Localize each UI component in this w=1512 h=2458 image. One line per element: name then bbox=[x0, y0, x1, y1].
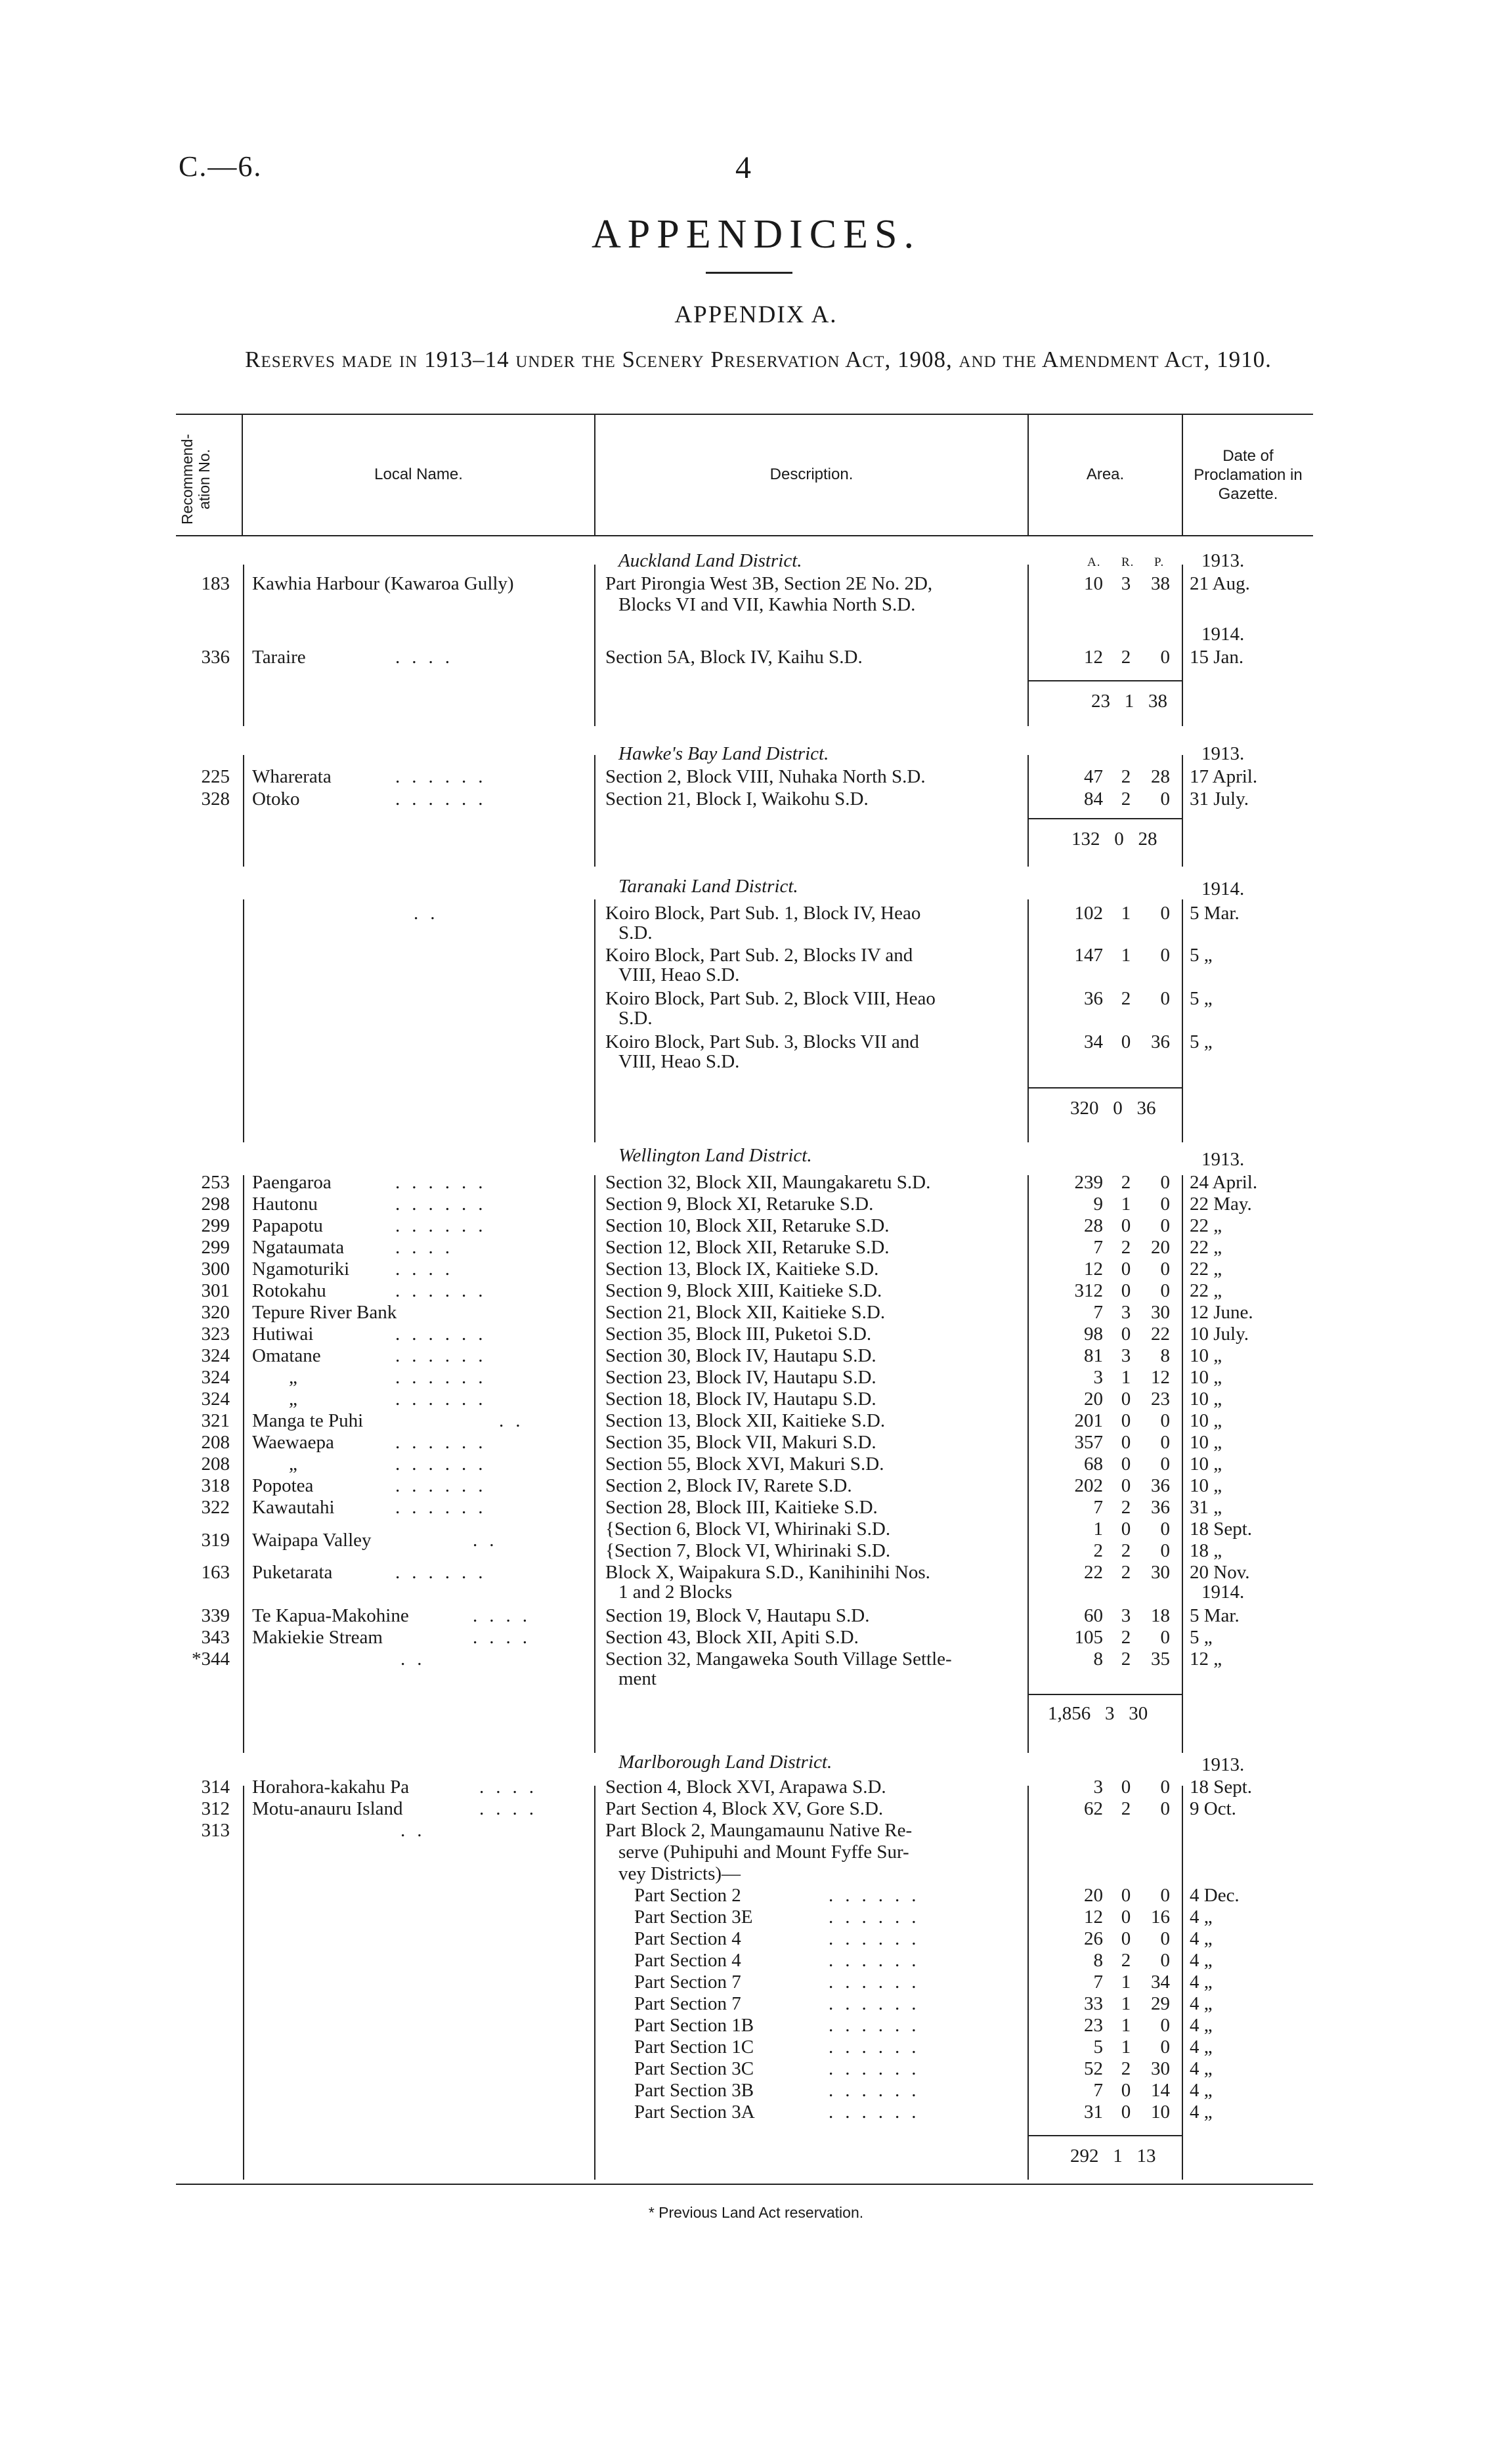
district-total: 1,856 3 30 bbox=[1048, 1703, 1148, 1724]
area-unit-perches: P. bbox=[1154, 555, 1165, 569]
body-divider bbox=[594, 1175, 595, 1753]
body-divider bbox=[594, 755, 595, 867]
subtotal-rule bbox=[1029, 2135, 1182, 2136]
body-divider bbox=[243, 565, 244, 726]
year-label: 1913. bbox=[1201, 550, 1245, 571]
appendix-heading: APPENDIX A. bbox=[674, 301, 838, 328]
district-total: 320 0 36 bbox=[1070, 1098, 1156, 1119]
header-date: Date of Proclamation in Gazette. bbox=[1194, 447, 1303, 503]
district-heading: Taranaki Land District. bbox=[618, 876, 798, 897]
body-divider bbox=[1182, 1175, 1183, 1753]
subtotal-rule bbox=[1029, 680, 1182, 681]
district-heading: Hawke's Bay Land District. bbox=[618, 743, 829, 764]
header-area: Area. bbox=[1086, 465, 1125, 483]
header-bottom-rule bbox=[176, 535, 1313, 536]
header-description: Description. bbox=[769, 465, 853, 483]
body-divider bbox=[243, 1175, 244, 1753]
body-divider bbox=[1182, 899, 1183, 1142]
page-number: 4 bbox=[735, 150, 751, 185]
table-caption: Reserves made in 1913–14 under the Scenery Preservation Act, 1908, and the Amendment Act, 1910. bbox=[245, 347, 1272, 372]
body-divider bbox=[1182, 755, 1183, 867]
body-divider bbox=[1182, 565, 1183, 726]
page-title: APPENDICES. bbox=[591, 212, 920, 257]
body-divider bbox=[594, 899, 595, 1142]
body-divider bbox=[243, 899, 244, 1142]
header-rec-no: Recommend-ation No. bbox=[179, 433, 213, 525]
title-divider bbox=[706, 272, 792, 274]
year-label: 1914. bbox=[1201, 624, 1245, 645]
area-unit-roods: R. bbox=[1121, 555, 1134, 569]
area-unit-acres: A. bbox=[1087, 555, 1101, 569]
body-divider bbox=[1027, 899, 1029, 1142]
body-divider bbox=[1027, 1175, 1029, 1753]
year-label: 1913. bbox=[1201, 743, 1245, 764]
subtotal-rule bbox=[1029, 818, 1182, 819]
body-divider bbox=[1027, 1786, 1029, 2180]
district-total: 292 1 13 bbox=[1070, 2145, 1156, 2167]
body-divider bbox=[1182, 1786, 1183, 2180]
body-divider bbox=[1027, 565, 1029, 726]
district-total: 23 1 38 bbox=[1091, 691, 1167, 712]
table-top-rule bbox=[176, 414, 1313, 415]
page-reference: C.—6. bbox=[179, 150, 263, 183]
body-divider bbox=[243, 755, 244, 867]
subtotal-rule bbox=[1029, 1087, 1182, 1089]
table-bottom-rule bbox=[176, 2184, 1313, 2185]
district-total: 132 0 28 bbox=[1071, 829, 1157, 850]
body-divider bbox=[243, 1786, 244, 2180]
body-divider bbox=[594, 1786, 595, 2180]
district-heading: Marlborough Land District. bbox=[618, 1752, 832, 1773]
body-divider bbox=[1027, 755, 1029, 867]
body-divider bbox=[594, 565, 595, 726]
subtotal-rule bbox=[1029, 1694, 1182, 1695]
district-heading: Auckland Land District. bbox=[618, 550, 802, 571]
header-local-name: Local Name. bbox=[374, 465, 463, 483]
footnote: * Previous Land Act reservation. bbox=[648, 2204, 864, 2221]
district-heading: Wellington Land District. bbox=[618, 1145, 812, 1166]
year-label: 1913. bbox=[1201, 1149, 1245, 1170]
year-label: 1914. bbox=[1201, 878, 1245, 899]
year-label: 1913. bbox=[1201, 1754, 1245, 1775]
